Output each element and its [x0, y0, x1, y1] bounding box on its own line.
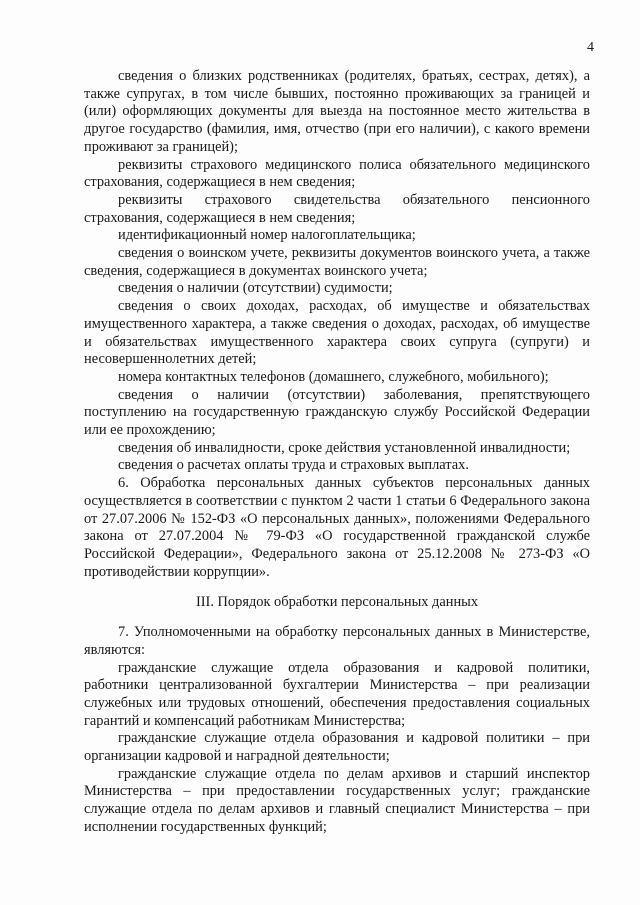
paragraph-disability: сведения об инвалидности, сроке действия установленной инвалидности;	[118, 439, 571, 456]
paragraph-income-property: сведения о своих доходах, расходах, об имуществе и обязательствах имущественного характера, а также сведения о доходах, расходах, об имуществе и обязательствах имущественного характера своих супруга (супруги) и несовершеннолетних детей;	[84, 298, 590, 368]
paragraph-hr-and-accounting: гражданские служащие отдела образования и кадровой политики, работники централизованной бухгалтерии Министерства – при реализации служебных или трудовых отношений, обеспечения предоставления социальных гарантий и компенсаций работникам Министерства;	[84, 659, 590, 729]
paragraph-disease: сведения о наличии (отсутствии) заболевания, препятствующего поступлению на государственную гражданскую службу Российской Федерации или ее прохождению;	[84, 386, 590, 439]
paragraph-hr-awards: гражданские служащие отдела образования и кадровой политики – при организации кадровой и наградной деятельности;	[84, 730, 590, 765]
paragraph-phone-numbers: номера контактных телефонов (домашнего, служебного, мобильного);	[118, 368, 549, 385]
paragraph-payroll: сведения о расчетах оплаты труда и страховых выплатах.	[118, 457, 469, 474]
paragraph-item-6: 6. Обработка персональных данных субъектов персональных данных осуществляется в соответствии с пунктом 2 части 1 статьи 6 Федерального закона от 27.07.2006 № 152-ФЗ «О персональных данных», положениями Федерального закона от 27.07.2004 № 79-ФЗ «О государственной гражданской службе Российской Федерации», Федерального закона от 25.12.2008 № 273-ФЗ «О противодействии коррупции».	[84, 475, 590, 580]
section-heading-iii: III. Порядок обработки персональных данных	[195, 594, 479, 611]
document-body	[84, 68, 590, 837]
page-number: 4	[587, 40, 594, 55]
paragraph-tax-id: идентификационный номер налогоплательщика;	[118, 227, 416, 244]
paragraph-criminal-record: сведения о наличии (отсутствии) судимости;	[118, 280, 393, 297]
paragraph-medical-policy: реквизиты страхового медицинского полиса обязательного медицинского страхования, содержащиеся в нем сведения;	[84, 156, 590, 191]
paragraph-item-7: 7. Уполномоченными на обработку персональных данных в Министерстве, являются:	[84, 624, 590, 658]
paragraph-pension-certificate: реквизиты страхового свидетельства обязательного пенсионного страхования, содержащиеся в нем сведения;	[84, 191, 590, 226]
paragraph-military-record: сведения о воинском учете, реквизиты документов воинского учета, а также сведения, содержащиеся в документах воинского учета;	[84, 245, 590, 279]
paragraph-archives: гражданские служащие отдела по делам архивов и старший инспектор Министерства – при предоставлении государственных услуг; гражданские служащие отдела по делам архивов и главный специалист Министерства – при исполнении государственных функций;	[84, 765, 590, 835]
paragraph-close-relatives: сведения о близких родственниках (родителях, братьях, сестрах, детях), а также супругах, в том числе бывших, постоянно проживающих за границей и (или) оформляющих документы для выезда на постоянное место жительства в другое государство (фамилия, имя, отчество (при его наличии), с какого времени проживают за границей);	[84, 68, 590, 155]
